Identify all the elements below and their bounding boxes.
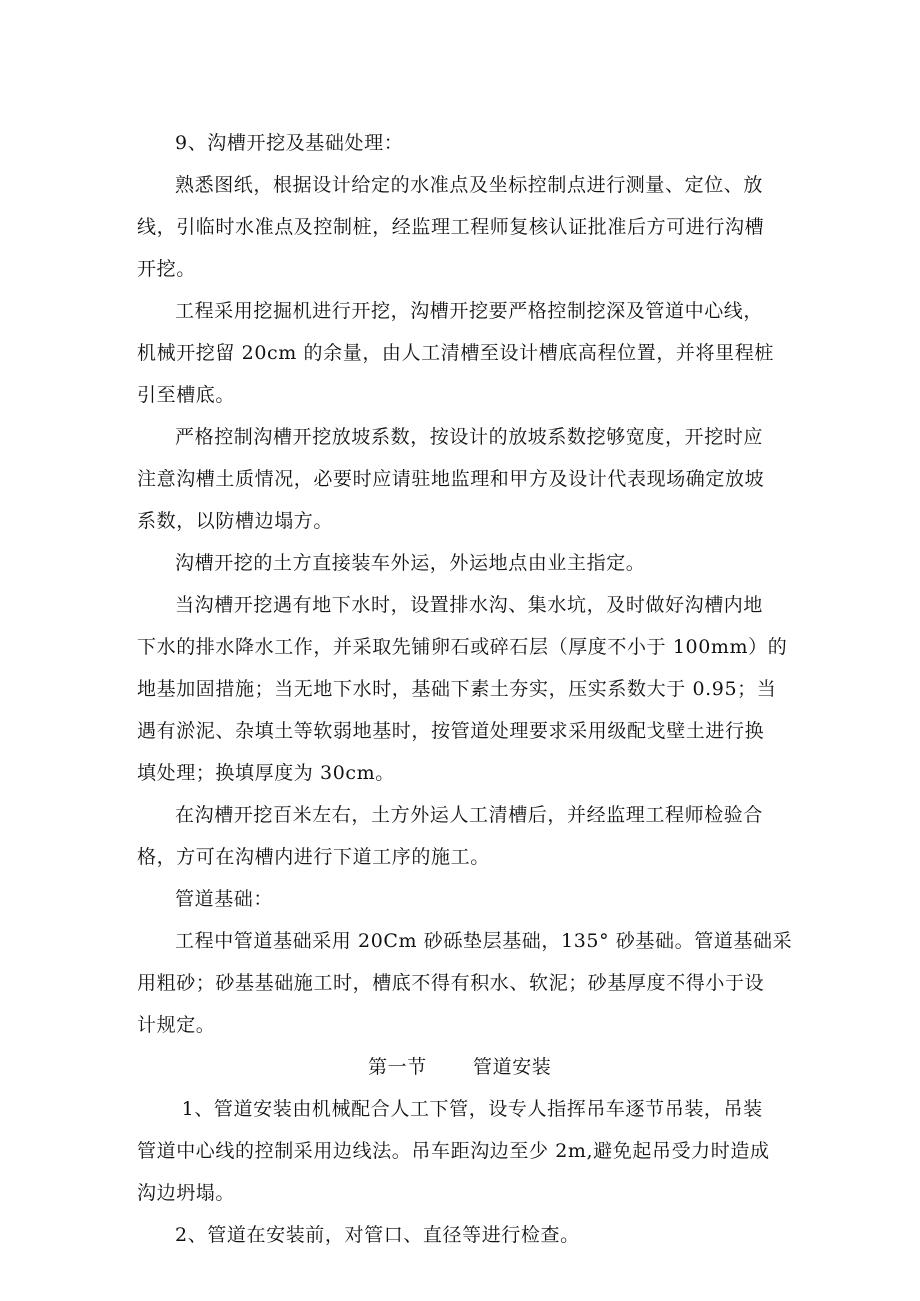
paragraph-line: 遇有淤泥、杂填土等软弱地基时，按管道处理要求采用级配戈壁土进行换: [137, 720, 765, 742]
paragraph-line: 当沟槽开挖遇有地下水时，设置排水沟、集水坑，及时做好沟槽内地: [175, 594, 764, 616]
paragraph-line: 格，方可在沟槽内进行下道工序的施工。: [137, 846, 490, 868]
paragraph-line: 沟边坍塌。: [137, 1182, 236, 1204]
paragraph-line: 开挖。: [137, 258, 196, 280]
paragraph-line: 用粗砂；砂基基础施工时，槽底不得有积水、软泥；砂基厚度不得小于设: [137, 972, 765, 994]
paragraph-line: 注意沟槽土质情况，必要时应请驻地监理和甲方及设计代表现场确定放坡: [137, 468, 765, 490]
paragraph-line: 在沟槽开挖百米左右，土方外运人工清槽后，并经监理工程师检验合: [175, 804, 764, 826]
paragraph-line: 填处理；换填厚度为 30cm。: [137, 762, 395, 784]
paragraph-line: 系数，以防槽边塌方。: [137, 510, 334, 532]
paragraph-line: 沟槽开挖的土方直接装车外运，外运地点由业主指定。: [175, 552, 646, 574]
paragraph-line: 下水的排水降水工作，并采取先铺卵石或碎石层（厚度不小于 100mm）的: [137, 636, 788, 658]
paragraph-line: 引至槽底。: [137, 384, 236, 406]
section-number: 第一节: [368, 1056, 427, 1078]
paragraph-line: 地基加固措施；当无地下水时，基础下素土夯实，压实系数大于 0.95；当: [137, 678, 777, 700]
paragraph-line: 严格控制沟槽开挖放坡系数，按设计的放坡系数挖够宽度，开挖时应: [175, 426, 764, 448]
paragraph-line: 机械开挖留 20cm 的余量，由人工清槽至设计槽底高程位置，并将里程桩: [137, 342, 774, 364]
paragraph-line: 1、管道安装由机械配合人工下管，设专人指挥吊车逐节吊装，吊装: [175, 1098, 763, 1120]
paragraph-line: 工程采用挖掘机进行开挖，沟槽开挖要严格控制挖深及管道中心线，: [175, 300, 764, 322]
section-title: 管道安装: [473, 1056, 552, 1078]
paragraph-line: 计规定。: [137, 1014, 216, 1036]
paragraph-line: 熟悉图纸，根据设计给定的水准点及坐标控制点进行测量、定位、放: [175, 174, 764, 196]
section-heading: 9、沟槽开挖及基础处理：: [175, 132, 404, 154]
paragraph-line: 工程中管道基础采用 20Cm 砂砾垫层基础，135° 砂基础。管道基础采: [175, 930, 793, 952]
paragraph-line: 2、管道在安装前，对管口、直径等进行检查。: [175, 1224, 580, 1246]
subheading: 管道基础：: [175, 888, 274, 910]
paragraph-line: 管道中心线的控制采用边线法。吊车距沟边至少 2m,避免起吊受力时造成: [137, 1140, 770, 1162]
paragraph-line: 线，引临时水准点及控制桩，经监理工程师复核认证批准后方可进行沟槽: [137, 216, 765, 238]
